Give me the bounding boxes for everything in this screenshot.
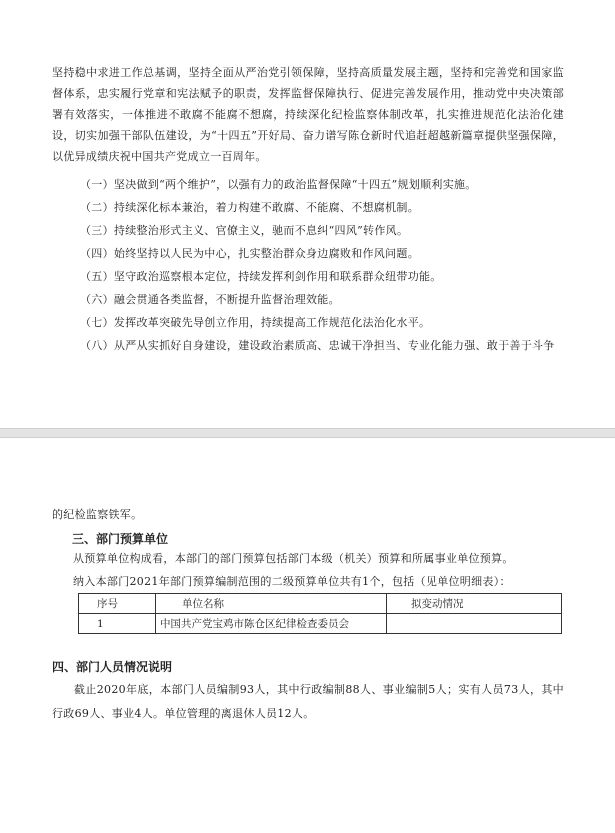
unit-table bbox=[78, 593, 562, 634]
header-index: 序号 bbox=[79, 594, 156, 614]
section-3-heading: 三、部门预算单位 bbox=[72, 532, 169, 546]
continuation-text: 的纪检监察铁军。 bbox=[52, 508, 143, 521]
header-change: 拟变动情况 bbox=[387, 594, 562, 614]
task-item-4: （四）始终坚持以人民为中心，扎实整治群众身边腐败和作风问题。 bbox=[80, 247, 419, 260]
table-header-row bbox=[79, 594, 562, 614]
section-4-heading: 四、部门人员情况说明 bbox=[52, 660, 173, 674]
cell-index: 1 bbox=[79, 614, 156, 634]
task-item-8: （八）从严从实抓好自身建设，建设政治素质高、忠诚干净担当、专业化能力强、敢于善于斗争 bbox=[80, 339, 555, 352]
task-item-5: （五）坚守政治巡察根本定位，持续发挥利剑作用和联系群众纽带功能。 bbox=[80, 270, 442, 283]
task-item-3: （三）持续整治形式主义、官僚主义，驰而不息纠“四风”转作风。 bbox=[80, 224, 409, 237]
task-item-6: （六）融会贯通各类监督，不断提升监督治理效能。 bbox=[80, 293, 340, 306]
intro-paragraph: 坚持稳中求进工作总基调，坚持全面从严治党引领保障，坚持高质量发展主题，坚持和完善党和国家监督体系，忠实履行党章和宪法赋予的职责，发挥监督保障执行、促进完善发展作用，推动党中央决策部署有效落实，一体推进不敢腐不能腐不想腐，持续深化纪检监察体制改革，扎实推进规范化法治化建设，切实加强干部队伍建设，为“十四五”开好局、奋力谱写陈仓新时代追赶超越新篇章提供坚强保障，以优异成绩庆祝中国共产党成立一百周年。 bbox=[52, 66, 564, 163]
section-3-line-2: 纳入本部门2021年部门预算编制范围的二级预算单位共有1个，包括（见单位明细表）： bbox=[73, 575, 511, 588]
task-item-7: （七）发挥改革突破先导创立作用，持续提高工作规范化法治化水平。 bbox=[80, 316, 431, 329]
task-item-1: （一）坚决做到“两个维护”，以强有力的政治监督保障“十四五”规划顺利实施。 bbox=[80, 178, 477, 191]
cell-unit-name: 中国共产党宝鸡市陈仓区纪律检查委员会 bbox=[156, 614, 387, 634]
task-item-2: （二）持续深化标本兼治，着力构建不敢腐、不能腐、不想腐机制。 bbox=[80, 201, 419, 214]
document-page-2 bbox=[0, 438, 615, 833]
section-3-line-1: 从预算单位构成看，本部门的部门预算包括部门本级（机关）预算和所属事业单位预算。 bbox=[73, 552, 514, 565]
cell-change bbox=[387, 614, 562, 634]
table-row bbox=[79, 614, 562, 634]
header-unit-name: 单位名称 bbox=[156, 594, 387, 614]
page-separator bbox=[0, 428, 615, 438]
staff-paragraph: 截止2020年底，本部门人员编制93人，其中行政编制88人、事业编制5人；实有人员73人，其中行政69人、事业4人。单位管理的离退休人员12人。 bbox=[52, 683, 564, 720]
